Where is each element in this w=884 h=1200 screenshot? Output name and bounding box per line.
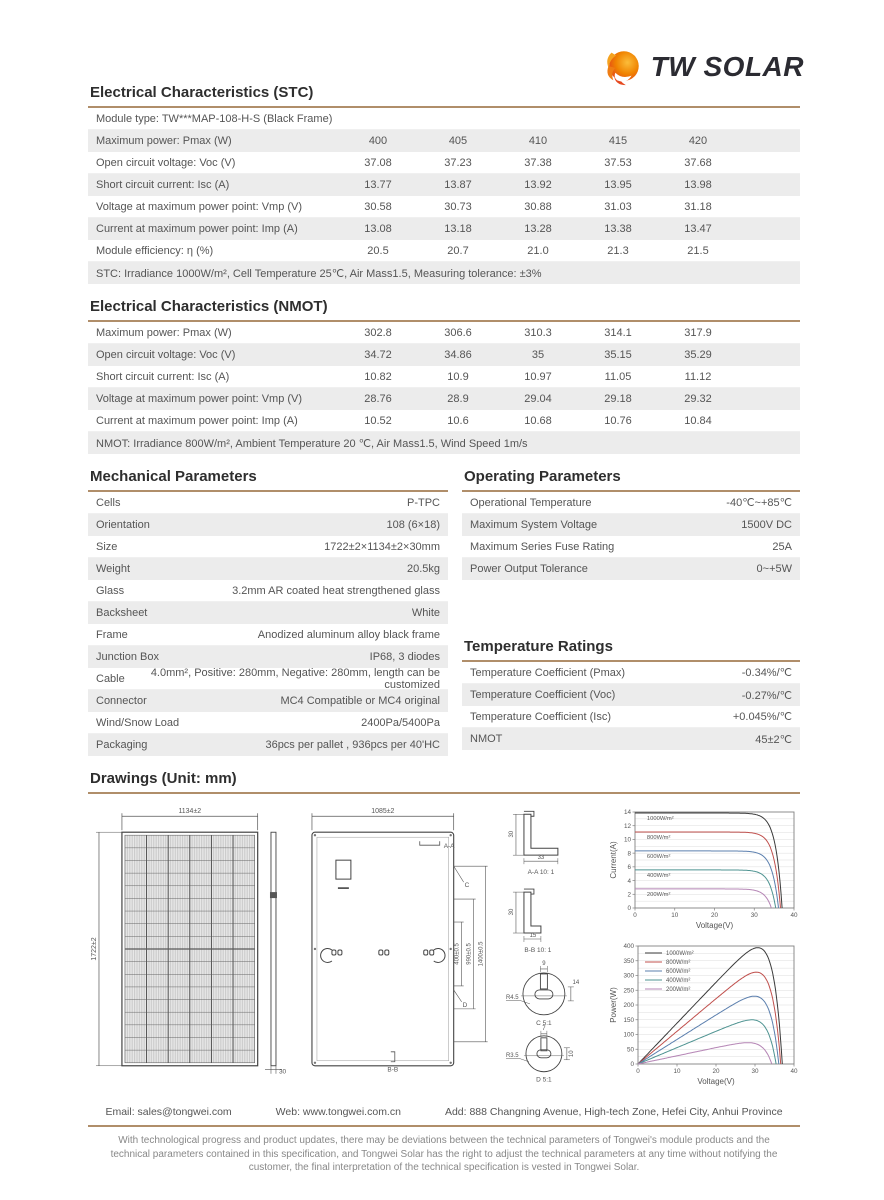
contact-web: Web: www.tongwei.com.cn [275, 1106, 401, 1118]
svg-text:50: 50 [626, 1046, 634, 1054]
page-footer [88, 1106, 800, 1175]
spec-row [88, 196, 800, 218]
spec-row-value: 30.88 [524, 200, 552, 213]
spec-row-value: 30.73 [444, 200, 472, 213]
spec-row [88, 410, 800, 432]
svg-text:0: 0 [627, 905, 631, 913]
front-height-dim: 1722±2 [90, 937, 98, 961]
svg-text:12: 12 [623, 822, 631, 830]
note-row [88, 432, 800, 454]
spec-row-value: 13.95 [604, 179, 632, 191]
svg-text:30: 30 [751, 1068, 759, 1075]
flame-icon [600, 44, 644, 90]
param-row [462, 706, 800, 728]
svg-text:200W/m²: 200W/m² [666, 987, 691, 994]
param-row [88, 492, 448, 514]
svg-text:20: 20 [710, 912, 719, 919]
svg-text:0: 0 [630, 1061, 634, 1069]
note-text: NMOT: Irradiance 800W/m², Ambient Temperature 20 ℃, Air Mass1.5, Wind Speed 1m/s [96, 437, 528, 450]
param-label: Backsheet [96, 607, 148, 619]
spec-row [88, 344, 800, 366]
param-row [88, 646, 448, 668]
svg-text:1000W/m²: 1000W/m² [646, 816, 674, 823]
svg-text:2: 2 [627, 891, 631, 899]
spec-row-value: 310.3 [524, 326, 552, 339]
spec-row-label: Short circuit current: Isc (A) [96, 370, 230, 383]
svg-text:Voltage(V): Voltage(V) [697, 1077, 735, 1086]
spec-row-value: 21.3 [607, 244, 629, 257]
spec-row-value: 10.84 [684, 414, 712, 427]
param-value: IP68, 3 diodes [369, 651, 440, 663]
module-front-view-drawing [88, 804, 262, 1080]
param-value: 0~+5W [756, 563, 792, 575]
spec-row-value: 13.98 [684, 179, 712, 191]
spec-row-value: 35.29 [684, 349, 712, 361]
svg-text:150: 150 [623, 1016, 634, 1024]
param-label: Orientation [96, 519, 150, 531]
svg-text:600W/m²: 600W/m² [666, 969, 691, 976]
svg-text:10: 10 [623, 836, 631, 844]
spec-row-label: Voltage at maximum power point: Vmp (V) [96, 393, 303, 405]
param-label: Frame [96, 628, 128, 641]
operating-table [462, 492, 800, 580]
spec-row-value: 28.9 [447, 393, 469, 405]
spec-row-value: 30.58 [364, 200, 392, 213]
param-label: Connector [96, 695, 147, 707]
back-dim-990: 990±0.5 [466, 943, 473, 965]
module-back-view-drawing [292, 804, 497, 1080]
spec-row-label: Maximum power: Pmax (W) [96, 326, 232, 339]
param-label: Maximum System Voltage [470, 519, 598, 531]
spec-row-value: 13.92 [524, 179, 552, 191]
spec-row [88, 130, 800, 152]
spec-row-value: 34.86 [444, 349, 472, 361]
drawings-area [88, 804, 800, 1094]
mechanical-column [88, 468, 448, 756]
param-value: 3.2mm AR coated heat strengthened glass [232, 584, 440, 597]
svg-text:40: 40 [790, 1068, 798, 1075]
detail-d [506, 1026, 575, 1084]
spec-row-value: 420 [688, 135, 708, 147]
param-row [462, 662, 800, 684]
operating-title: Operating Parameters [462, 468, 800, 492]
section-operating [462, 468, 800, 580]
d-top-dim: 7 [542, 1025, 546, 1032]
brand-name: TW SOLAR [650, 51, 804, 82]
disclaimer-text: With technological progress and product updates, there may be deviations between the technical parameters of Tongwei's module products and the technical parameters contained in this specification, and Tongwei Solar has the right to adjust the technical parameters at any time without notifying the customer, the final interpretation of the technical specification is vested in Tongwei Solar. [110, 1135, 778, 1173]
note-text: STC: Irradiance 1000W/m², Cell Temperature 25℃, Air Mass1.5, Measuring tolerance: ±3% [96, 267, 542, 280]
spec-row [88, 218, 800, 240]
param-value: 25A [772, 540, 792, 553]
svg-text:200W/m²: 200W/m² [646, 891, 671, 898]
note-row [88, 262, 800, 284]
param-label: Operational Temperature [470, 496, 592, 509]
spec-row-value: 37.23 [444, 156, 472, 169]
spec-row-value: 13.28 [524, 223, 552, 235]
svg-text:250: 250 [623, 987, 634, 995]
spec-row [88, 240, 800, 262]
spec-row-value: 31.03 [604, 200, 632, 213]
spec-row-value: 31.18 [684, 200, 712, 213]
svg-text:Power(W): Power(W) [609, 987, 618, 1023]
param-value: 1722±2×1134±2×30mm [324, 540, 440, 553]
param-label: Junction Box [96, 651, 159, 663]
spec-row-value: 37.38 [524, 156, 552, 169]
spec-row-value: 405 [448, 135, 468, 147]
svg-text:6: 6 [627, 864, 631, 872]
front-width-dim: 1134±2 [178, 808, 202, 816]
spec-row-value: 10.9 [447, 370, 469, 383]
spec-row-value: 13.38 [604, 223, 632, 235]
param-value: -0.27%/℃ [741, 689, 792, 702]
param-row [88, 602, 448, 624]
spec-row-label: Maximum power: Pmax (W) [96, 135, 232, 147]
param-value: -40℃~+85℃ [726, 497, 792, 509]
nmot-title: Electrical Characteristics (NMOT) [88, 298, 800, 322]
back-dim-1400: 1400±0.5 [478, 941, 485, 967]
back-label-bb: B-B [387, 1066, 398, 1074]
spec-row-value: 302.8 [364, 326, 392, 339]
param-value: P-TPC [407, 496, 440, 509]
param-row [88, 624, 448, 646]
d-radius-label: R3.5 [506, 1052, 519, 1059]
frame-detail-drawings [496, 804, 608, 1086]
stc-title: Electrical Characteristics (STC) [88, 84, 800, 108]
param-row [88, 558, 448, 580]
param-row [88, 690, 448, 712]
spec-row-value: 35.15 [604, 349, 632, 361]
svg-text:30: 30 [750, 912, 758, 919]
svg-text:800W/m²: 800W/m² [666, 960, 691, 967]
svg-text:1000W/m²: 1000W/m² [666, 951, 694, 958]
iv-curve-chart [608, 804, 800, 938]
c-top-dim: 9 [542, 960, 546, 967]
param-label: Temperature Coefficient (Voc) [470, 689, 616, 701]
parameters-columns [88, 468, 800, 756]
param-label: Weight [96, 563, 131, 575]
param-value: MC4 Compatible or MC4 original [280, 695, 440, 707]
spec-row-value: 10.97 [524, 370, 552, 383]
back-width-dim: 1085±2 [370, 808, 395, 816]
param-row [88, 734, 448, 756]
svg-text:8: 8 [627, 850, 631, 858]
param-row [88, 712, 448, 734]
spec-row-value: 11.05 [604, 370, 632, 383]
param-value: 36pcs per pallet , 936pcs per 40'HC [265, 739, 440, 751]
spec-row-value: 10.52 [364, 414, 392, 427]
svg-text:300: 300 [623, 972, 634, 980]
spec-row-value: 20.5 [367, 244, 389, 257]
param-row [462, 558, 800, 580]
section-stc [88, 84, 800, 284]
param-value: White [411, 607, 440, 619]
spec-row-value: 410 [528, 135, 548, 147]
spec-row-value: 10.6 [447, 414, 469, 427]
c-radius-label: R4.5 [506, 994, 519, 1001]
contact-line [88, 1106, 800, 1127]
spec-row-value: 20.7 [447, 244, 469, 257]
param-label: Maximum Series Fuse Rating [470, 540, 615, 553]
param-value: 2400Pa/5400Pa [361, 716, 440, 729]
spec-row-value: 28.76 [364, 393, 392, 405]
spec-row-label: Module efficiency: η (%) [96, 244, 214, 257]
aa-width-dim: 33 [537, 855, 545, 862]
drawings-title: Drawings (Unit: mm) [88, 770, 800, 794]
stc-table [88, 108, 800, 284]
temperature-title: Temperature Ratings [462, 638, 800, 662]
nmot-table [88, 322, 800, 454]
section-temperature [462, 638, 800, 750]
spec-row-value: 415 [608, 135, 628, 147]
spec-row-label: Short circuit current: Isc (A) [96, 179, 230, 191]
back-label-d: D [462, 1001, 467, 1009]
back-dim-400: 400±0.5 [454, 943, 461, 965]
side-thickness-dim: 30 [278, 1068, 286, 1076]
spec-row [88, 366, 800, 388]
spec-row-value: 37.53 [604, 156, 632, 169]
param-value: -0.34%/℃ [741, 667, 792, 679]
detail-c [506, 961, 580, 1027]
param-label: Size [96, 540, 118, 553]
svg-text:100: 100 [623, 1031, 634, 1039]
svg-text:350: 350 [623, 957, 634, 965]
operating-column [462, 468, 800, 756]
svg-text:14: 14 [623, 809, 631, 817]
c-right-dim: 14 [572, 979, 580, 986]
spec-row-value: 13.08 [364, 223, 392, 235]
bb-width-dim: 15 [529, 933, 537, 940]
svg-text:Current(A): Current(A) [609, 841, 618, 879]
param-label: Temperature Coefficient (Pmax) [470, 666, 626, 679]
param-label: Power Output Tolerance [470, 563, 588, 575]
param-row [462, 728, 800, 750]
spec-row-value: 10.76 [604, 414, 632, 427]
svg-text:800W/m²: 800W/m² [646, 835, 671, 842]
spec-row-value: 29.04 [524, 393, 552, 405]
param-row [462, 514, 800, 536]
svg-text:600W/m²: 600W/m² [646, 853, 671, 860]
module-side-view-drawing [262, 804, 292, 1080]
svg-text:0: 0 [633, 912, 637, 919]
spec-row-label: Voltage at maximum power point: Vmp (V) [96, 200, 303, 213]
section-bb-profile [509, 889, 552, 954]
spec-row-value: 29.32 [684, 393, 712, 405]
param-label: Cells [96, 496, 121, 509]
mechanical-table [88, 492, 448, 756]
spec-row-value: 314.1 [604, 326, 632, 339]
param-row [88, 668, 448, 690]
aa-label: A-A 10: 1 [527, 869, 555, 877]
param-value: Anodized aluminum alloy black frame [257, 628, 440, 641]
spec-row-value: 13.47 [684, 223, 712, 235]
svg-text:400: 400 [623, 943, 634, 951]
spec-row-value: 34.72 [364, 349, 392, 361]
contact-email: Email: sales@tongwei.com [105, 1106, 232, 1118]
param-row [88, 536, 448, 558]
c-label: C 5:1 [536, 1019, 552, 1027]
param-row [462, 684, 800, 706]
performance-charts [608, 804, 800, 1094]
spec-row-label: Open circuit voltage: Voc (V) [96, 349, 236, 361]
section-drawings [88, 770, 800, 1094]
spec-row-value: 35 [531, 349, 545, 361]
spec-row-label: Current at maximum power point: Imp (A) [96, 223, 298, 235]
module-type-row [88, 108, 800, 130]
aa-height-dim: 30 [509, 830, 516, 838]
spec-row-value: 37.08 [364, 156, 392, 169]
section-nmot [88, 298, 800, 454]
param-label: NMOT [470, 733, 503, 745]
pv-curve-chart [608, 938, 800, 1094]
spec-row-value: 400 [368, 135, 388, 147]
param-value: 1500V DC [741, 519, 792, 531]
back-label-c: C [464, 882, 469, 890]
spec-row-value: 10.82 [364, 370, 392, 383]
module-type-text: Module type: TW***MAP-108-H-S (Black Frame) [96, 112, 333, 125]
svg-text:0: 0 [636, 1068, 640, 1075]
spec-row-value: 317.9 [684, 326, 712, 339]
spec-row-value: 29.18 [604, 393, 632, 405]
svg-text:Voltage(V): Voltage(V) [695, 921, 734, 930]
spec-row-value: 13.18 [444, 223, 472, 235]
svg-text:10: 10 [671, 912, 679, 919]
spec-row [88, 388, 800, 410]
spec-row [88, 174, 800, 196]
param-label: Cable [96, 672, 125, 685]
bb-height-dim: 30 [509, 908, 516, 916]
param-label: Packaging [96, 739, 148, 751]
param-value: 45±2℃ [755, 733, 792, 746]
param-row [462, 492, 800, 514]
spec-row-value: 10.68 [524, 414, 552, 427]
spec-row-label: Current at maximum power point: Imp (A) [96, 414, 298, 427]
svg-text:20: 20 [712, 1068, 720, 1075]
param-label: Glass [96, 584, 125, 597]
spec-row [88, 322, 800, 344]
spec-row-value: 21.0 [527, 244, 549, 257]
spec-row-value: 21.5 [687, 244, 709, 257]
spec-row-value: 11.12 [684, 370, 712, 383]
param-row [462, 536, 800, 558]
spec-row-value: 13.77 [364, 179, 392, 191]
brand-logo [600, 44, 804, 90]
svg-text:400W/m²: 400W/m² [666, 978, 691, 985]
svg-text:400W/m²: 400W/m² [646, 872, 671, 879]
param-label: Temperature Coefficient (Isc) [470, 710, 612, 723]
param-value: +0.045%/℃ [732, 711, 792, 723]
contact-address: Add: 888 Changning Avenue, High-tech Zone, Hefei City, Anhui Province [444, 1106, 783, 1118]
param-label: Wind/Snow Load [96, 716, 180, 729]
d-right-dim: 10 [569, 1050, 576, 1058]
spec-row-value: 306.6 [444, 326, 472, 339]
svg-text:4: 4 [627, 877, 631, 885]
param-value: 20.5kg [406, 563, 440, 575]
param-value: 4.0mm², Positive: 280mm, Negative: 280mm, length can be customized [150, 666, 440, 691]
bb-label: B-B 10: 1 [524, 946, 552, 954]
temperature-table [462, 662, 800, 750]
back-label-aa: A-A [443, 843, 455, 851]
svg-text:40: 40 [790, 912, 798, 919]
param-row [88, 580, 448, 602]
section-aa-profile [509, 811, 558, 876]
param-row [88, 514, 448, 536]
svg-text:10: 10 [673, 1068, 681, 1075]
spec-row-value: 37.68 [684, 156, 712, 169]
spec-row-value: 13.87 [444, 179, 472, 191]
section-mechanical [88, 468, 448, 756]
d-label: D 5:1 [536, 1076, 552, 1084]
spec-row-label: Open circuit voltage: Voc (V) [96, 156, 236, 169]
param-value: 108 (6×18) [386, 519, 440, 531]
svg-text:200: 200 [623, 1002, 634, 1010]
spec-row [88, 152, 800, 174]
mechanical-title: Mechanical Parameters [88, 468, 448, 492]
